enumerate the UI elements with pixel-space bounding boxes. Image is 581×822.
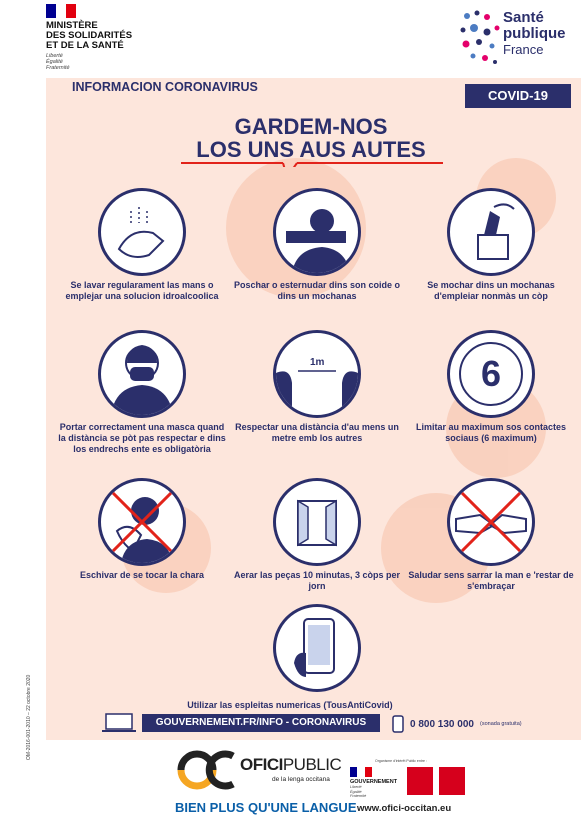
gouvernement-logo [350, 767, 405, 799]
region-occitanie-logo [439, 767, 465, 795]
window-icon [273, 478, 361, 566]
distance-label: 1m [310, 357, 325, 368]
tissue-icon [447, 188, 535, 276]
six-number: 6 [459, 342, 523, 406]
gesture-window [232, 478, 402, 592]
ministry-motto: Liberté Égalité Fraternité [46, 53, 70, 71]
gesture-phone-app [232, 604, 402, 692]
caption-six-contacts: Limitar au maximum sos contactes sociaus (6 maximum) [415, 422, 567, 443]
covid-badge: COVID-19 [465, 84, 571, 108]
gouvernement-name: GOUVERNEMENT [350, 779, 398, 785]
handwash-icon [98, 188, 186, 276]
no-handshake-icon [447, 478, 535, 566]
sante-publique-france-logo [457, 8, 581, 70]
caption-distance: Respectar una distància d'au mens un metre emb los autres [235, 422, 399, 443]
gesture-tissue [406, 188, 576, 302]
ofici-public-name [240, 755, 341, 775]
sneeze-elbow-icon [273, 188, 361, 276]
mask-icon [98, 330, 186, 418]
gesture-no-face-touch [57, 478, 227, 581]
spf-line1: Santé [503, 9, 544, 26]
info-title: INFORMACION CORONAVIRUS [72, 80, 258, 94]
ofici-subtitle: de la lenga occitana [272, 776, 330, 783]
caption-no-face-touch: Eschivar de se tocar la chara [79, 570, 205, 580]
gesture-no-handshake [406, 478, 576, 592]
phone-number: 0 800 130 000 [410, 719, 474, 730]
gesture-sneeze [232, 188, 402, 302]
mobile-phone-icon [392, 715, 404, 733]
tagline: BIEN PLUS QU'UNE LANGUE [175, 800, 357, 815]
ofici-bold: OFICI [240, 755, 283, 774]
headline-line1: GARDEM-NOS [234, 114, 388, 139]
caption-window: Aerar las peças 10 minutas, 3 còps per jorn [233, 570, 401, 591]
six-contacts-icon [447, 330, 535, 418]
laptop-icon [102, 712, 136, 734]
partners-label: Organisme d'intérêt Public entre : [375, 759, 427, 763]
caption-phone-app: Utilizar las espleitas numericas (TousAntiCovid) [187, 700, 393, 710]
oc-logo-icon [175, 748, 235, 792]
caption-no-handshake: Saludar sens sarrar la man e 'restar de s'embraçar [408, 570, 574, 591]
ministry-name: MINISTÈRE DES SOLIDARITÉS ET DE LA SANTÉ [46, 20, 133, 51]
gouvernement-motto: Liberté Égalité Fraternité [350, 785, 367, 798]
website-link[interactable]: www.ofici-occitan.eu [357, 803, 452, 814]
gesture-six-contacts [406, 330, 576, 444]
phone-app-icon [273, 604, 361, 692]
gesture-distance [232, 330, 402, 444]
side-reference: OM-2016-001-2010 – 22 octobre 2020 [26, 674, 32, 760]
caption-mask: Portar correctament una masca quand la distància se pòt pas respectar e dins los endrechs ente es obligatòria [58, 422, 226, 454]
phone-app-caption-wrap [130, 700, 450, 711]
spf-line3: France [503, 42, 544, 57]
gov-info-link[interactable]: GOUVERNEMENT.FR/INFO - CORONAVIRUS [142, 714, 380, 732]
caption-handwash: Se lavar regularament las mans o emplejar una solucion idroalcoolica [65, 280, 219, 301]
ministry-logo [46, 4, 166, 71]
region-nouvelle-aquitaine-logo [407, 767, 433, 795]
french-flag-icon [46, 4, 76, 18]
spf-line2: publique [503, 25, 566, 42]
ofici-rest: PUBLIC [282, 755, 342, 774]
distance-icon [273, 330, 361, 418]
french-flag-icon [350, 767, 372, 777]
gesture-handwash [57, 188, 227, 302]
headline [180, 115, 442, 161]
caption-tissue: Se mochar dins un mochanas d'empleiar nonmàs un còp [427, 280, 555, 301]
dots-logo-icon [457, 8, 503, 70]
no-face-touch-icon [98, 478, 186, 566]
gesture-mask [57, 330, 227, 455]
headline-line2: LOS UNS AUS AUTES [196, 137, 426, 162]
caption-sneeze: Poschar o esternudar dins son coide o dins un mochanas [233, 280, 401, 301]
phone-note: (sonada gratuita) [480, 721, 522, 727]
